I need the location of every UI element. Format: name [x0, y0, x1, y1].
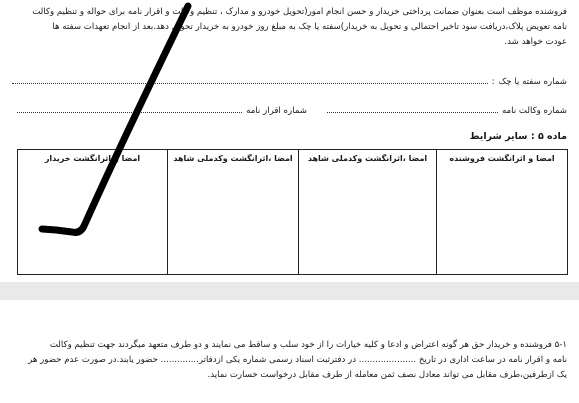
article-5-title: ماده ۵ : سایر شرایط: [469, 131, 567, 142]
paragraph-line: عودت خواهد شد.: [504, 37, 567, 47]
paragraph-line: ۵-۱ فروشنده و خریدار حق هر گونه اعتراض و ادعا و کلیه خیارات را از خود سلب و ساقط می نمایند و دو طرف متعهد میگردند جهت تنظیم وکالت: [49, 340, 567, 350]
witness-1-signature-cell[interactable]: امضا ،اثرانگشت وکدملی شاهد: [299, 150, 437, 275]
power-of-attorney-dotted-line[interactable]: [327, 104, 498, 113]
paragraph-line: نامه و اقرار نامه در ساعت اداری در تاریخ ..................... در دفترثبت اسناد رسمی شماره یکی ازدفاتر.............. حضور یابند.در صورت عدم حضور هر: [28, 355, 567, 365]
seller-signature-cell[interactable]: امضا و اثرانگشت فروشنده: [437, 150, 568, 275]
acknowledgment-number-field[interactable]: [17, 104, 307, 116]
buyer-signature-cell[interactable]: امضا و اثرانگشت خریدار: [18, 150, 168, 275]
paragraph-line: یک ازطرفین،طرف مقابل می تواند معادل نصف ثمن معامله از طرف مقابل درخواست خسارت نماید.: [207, 370, 567, 380]
power-of-attorney-number-field[interactable]: [327, 104, 567, 116]
acknowledgment-number-label: شماره اقرار نامه: [246, 106, 307, 116]
signature-table: [17, 149, 568, 275]
contract-page-2: [0, 300, 579, 403]
witness-2-signature-cell[interactable]: امضا ،اثرانگشت وکدملی شاهد: [168, 150, 299, 275]
acknowledgment-dotted-line[interactable]: [17, 104, 242, 113]
cheque-number-dotted-line[interactable]: [12, 75, 488, 84]
colon: :: [491, 77, 495, 87]
cheque-number-field[interactable]: [12, 75, 567, 87]
power-of-attorney-number-label: شماره وکالت نامه: [501, 106, 567, 116]
cheque-number-label: شماره سفته یا چک: [498, 77, 567, 87]
paragraph-line: نامه تعویض پلاک،دریافت سود تاخیر احتمالی و تحویل به خریدار)سفته یا چک به مبلغ روز خودرو به خریدار تحویل دهد.بعد از انجام تعهدات سفته ها: [52, 22, 567, 32]
clause-5-1-paragraph: [12, 338, 567, 383]
paragraph-line: فروشنده موظف است بعنوان ضمانت پرداختی خریدار و حسن انجام امور(تحویل خودرو و مدارک ، تنظیم وکالت و اقرار نامه برای حواله و تنظیم وکالت: [32, 7, 567, 17]
seller-guarantee-paragraph: [12, 5, 567, 50]
